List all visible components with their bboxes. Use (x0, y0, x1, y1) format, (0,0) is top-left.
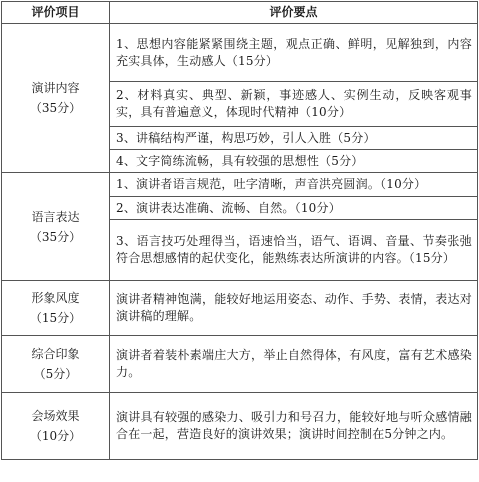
table-row (2, 336, 478, 393)
criterion-cell: 3、语言技巧处理得当，语速恰当，语气、语调、音量、节奏张弛符合思想感情的起伏变化，能熟练表达所演讲的内容。（15分） (110, 220, 478, 281)
criterion-cell: 3、讲稿结构严谨，构思巧妙，引人入胜（5分） (110, 127, 478, 150)
table-row (2, 281, 478, 336)
category-cell-language (2, 173, 110, 281)
category-cell-content (2, 24, 110, 173)
category-name: 语言表达 (31, 209, 80, 224)
category-cell-image (2, 281, 110, 336)
criterion-cell: 2、演讲表达准确、流畅、自然。（10分） (110, 197, 478, 220)
table-row (2, 173, 478, 197)
table-row (2, 393, 478, 460)
criterion-cell: 演讲具有较强的感染力、吸引力和号召力，能较好地与听众感情融合在一起，营造良好的演讲效果；演讲时间控制在5分钟之内。 (110, 393, 478, 460)
criterion-cell: 4、文字简练流畅，具有较强的思想性（5分） (110, 150, 478, 173)
category-points: （5分） (33, 367, 78, 381)
criterion-cell: 演讲者精神饱满，能较好地运用姿态、动作、手势、表情，表达对演讲稿的理解。 (110, 281, 478, 336)
category-name: 综合印象 (31, 347, 80, 361)
criterion-cell: 1、演讲者语言规范，吐字清晰，声音洪亮圆润。（10分） (110, 173, 478, 197)
category-cell-venue (2, 393, 110, 460)
category-name: 形象风度 (31, 291, 80, 305)
evaluation-table (1, 1, 478, 460)
criterion-cell: 演讲者着装朴素端庄大方，举止自然得体，有风度，富有艺术感染力。 (110, 336, 478, 393)
category-cell-impression (2, 336, 110, 393)
header-row (2, 2, 478, 24)
category-points: （35分） (29, 101, 82, 115)
category-name: 演讲内容 (31, 81, 80, 95)
category-name: 会场效果 (31, 409, 80, 423)
header-criteria: 评价要点 (110, 2, 478, 24)
category-points: （10分） (29, 429, 82, 443)
criterion-cell: 2、材料真实、典型、新颖，事迹感人、实例生动，反映客观事实，具有普遍意义，体现时代精神（10分） (110, 82, 478, 127)
header-category: 评价项目 (2, 2, 110, 24)
category-points: （35分） (29, 229, 82, 244)
category-points: （15分） (29, 311, 82, 325)
table-row (2, 24, 478, 82)
criterion-cell: 1、思想内容能紧紧围绕主题，观点正确、鲜明，见解独到，内容充实具体，生动感人（15分） (110, 24, 478, 82)
